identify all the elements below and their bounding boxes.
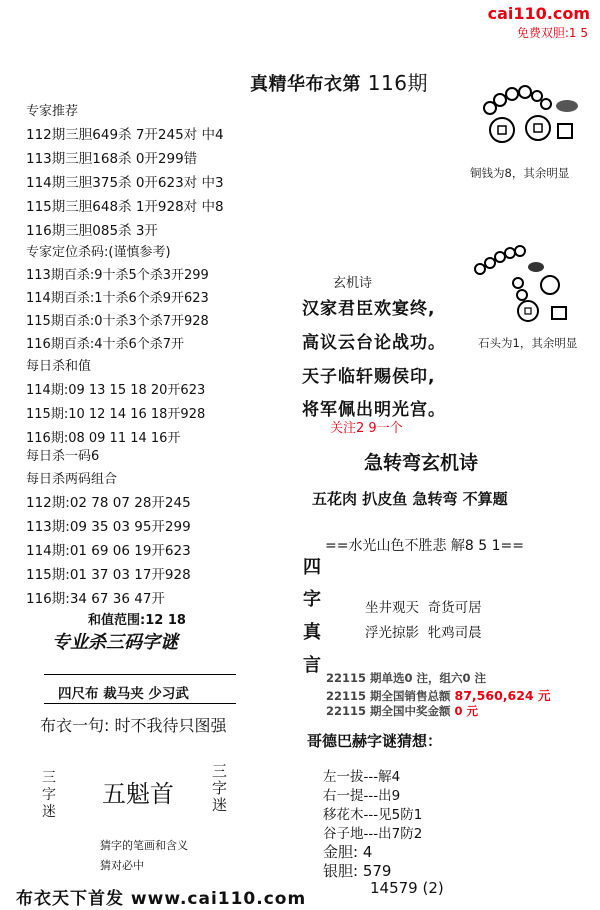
kill-one: 每日杀一码6 [26, 449, 100, 464]
expert-line: 112期三胆649杀 7开245对 中4 [26, 127, 224, 143]
combo-line: 115期:01 37 03 17开928 [26, 567, 191, 583]
side-label-right [212, 763, 230, 814]
poem-line: 高议云台论战功。 [302, 333, 446, 353]
free-double-pick: 免费双胆:1 5 [516, 26, 588, 40]
godel-line: 谷子地---出7防2 [323, 826, 423, 842]
coin-illustration [470, 84, 585, 152]
prize-total [326, 703, 478, 719]
final-pick: 14579 (2) [370, 879, 444, 897]
divider [44, 703, 236, 704]
sales-total-value: 87,560,624 元 [454, 688, 551, 703]
prize-total-label: 22115 期全国中奖金额 [326, 704, 451, 718]
godel-line: 移花木---见5防1 [323, 807, 423, 823]
site-logo: cai110.com [487, 4, 590, 23]
water-hint: ==水光山色不胜悲 解8 5 1== [325, 538, 524, 554]
coin-hole [525, 308, 531, 314]
combo-heading: 每日杀两码组合 [26, 472, 118, 487]
bead [532, 91, 542, 101]
stone-caption: 石头为1，其余明显 [478, 336, 578, 350]
position-line: 113期百杀:9十杀5个杀3开299 [26, 268, 209, 283]
coin-hole [498, 126, 506, 134]
idiom-row: 浮光掠影 牝鸡司晨 [365, 625, 482, 641]
sum-range: 和值范围:12 18 [88, 613, 186, 628]
coin-caption: 铜钱为8，其余明显 [470, 166, 570, 180]
side-char: 三 [212, 762, 228, 780]
coin-hole [534, 124, 542, 132]
bucket [558, 124, 572, 138]
divider [44, 674, 236, 675]
title-issue: 116期 [367, 71, 428, 95]
godel-line: 右一提---出9 [323, 788, 401, 804]
four-feet-riddle: 四尺布 裁马夹 少习武 [58, 686, 189, 702]
godel-title: 哥德巴赫字谜猜想： [307, 732, 443, 750]
daily-line: 115期:10 12 14 16 18开928 [26, 407, 206, 422]
bead [517, 290, 527, 300]
stone-illustration [470, 245, 580, 330]
daily-heading: 每日杀和值 [26, 359, 92, 374]
combo-line: 116期:34 67 36 47开 [26, 591, 165, 607]
sales-total [326, 686, 550, 704]
side-char: 字 [42, 787, 56, 803]
bead [475, 264, 485, 274]
poem-heading: 玄机诗 [333, 276, 373, 291]
position-line: 114期百杀:1十杀6个杀9开623 [26, 291, 209, 306]
side-char: 三 [42, 770, 56, 786]
attention-note: 关注2 9一个 [330, 421, 403, 436]
center-riddle-word: 五魁首 [102, 780, 174, 808]
sales-line: 22115 期单选0 注，组六0 注 [326, 671, 487, 685]
expert-line: 113期三胆168杀 0开299错 [26, 151, 198, 167]
note-stroke: 猜字的笔画和含义 [100, 839, 188, 852]
idiom-row: 坐井观天 奇货可居 [365, 600, 482, 616]
combo-line: 114期:01 69 06 19开623 [26, 543, 191, 559]
side-char: 字 [212, 779, 228, 797]
daily-line: 114期:09 13 15 18 20开623 [26, 383, 206, 398]
vertical-char: 言 [303, 655, 321, 676]
bucket [552, 307, 566, 319]
coin [541, 276, 559, 294]
title-main: 真精华布衣第 [250, 74, 361, 95]
turn-line: 五花肉 扒皮鱼 急转弯 不算题 [312, 490, 508, 508]
vertical-char: 四 [303, 557, 321, 578]
expert-line: 114期三胆375杀 0开623对 中3 [26, 175, 224, 191]
prize-total-value: 0 元 [454, 704, 479, 718]
combo-line: 113期:09 35 03 95开299 [26, 519, 191, 535]
bead [513, 278, 523, 288]
position-heading: 专家定位杀码:(谨慎参考) [26, 245, 171, 260]
poem-line: 天子临轩赐侯印, [302, 367, 436, 387]
leaf [556, 100, 578, 112]
page-title [250, 67, 428, 96]
bead [484, 102, 496, 114]
bead [506, 88, 518, 100]
side-label-left [42, 770, 58, 821]
sales-total-label: 22115 期全国销售总额 [326, 689, 451, 703]
position-line: 115期百杀:0十杀3个杀7开928 [26, 314, 209, 329]
poem-line: 将军佩出明光宫。 [302, 400, 446, 420]
bead [485, 258, 495, 268]
bead [515, 246, 525, 256]
leaf [528, 262, 544, 272]
turn-title: 急转弯玄机诗 [364, 452, 479, 474]
bead [519, 86, 531, 98]
vertical-char: 字 [303, 589, 321, 610]
combo-line: 112期:02 78 07 28开245 [26, 495, 191, 511]
footer-publish: 布衣天下首发 www.cai110.com [16, 889, 307, 909]
riddle-title: 专业杀三码字谜 [52, 632, 178, 653]
bead [541, 99, 551, 109]
one-line-hint: 布衣一句: 时不我待只图强 [40, 716, 227, 735]
vertical-char: 真 [303, 622, 321, 643]
note-correct: 猜对必中 [100, 859, 144, 872]
expert-heading: 专家推荐 [26, 104, 79, 119]
side-char: 迷 [212, 796, 228, 814]
expert-line: 116期三胆085杀 3开 [26, 223, 158, 239]
expert-line: 115期三胆648杀 1开928对 中8 [26, 199, 224, 215]
position-line: 116期百杀:4十杀6个杀7开 [26, 337, 185, 352]
gold-pick: 金胆: 4 [323, 843, 373, 861]
poem-line: 汉家君臣欢宴终, [302, 299, 436, 319]
daily-line: 116期:08 09 11 14 16开 [26, 431, 181, 446]
bead [495, 252, 505, 262]
godel-line: 左一拔---解4 [323, 769, 401, 785]
side-char: 迷 [42, 804, 56, 820]
silver-pick: 银胆: 579 [323, 862, 392, 880]
bead [505, 248, 515, 258]
